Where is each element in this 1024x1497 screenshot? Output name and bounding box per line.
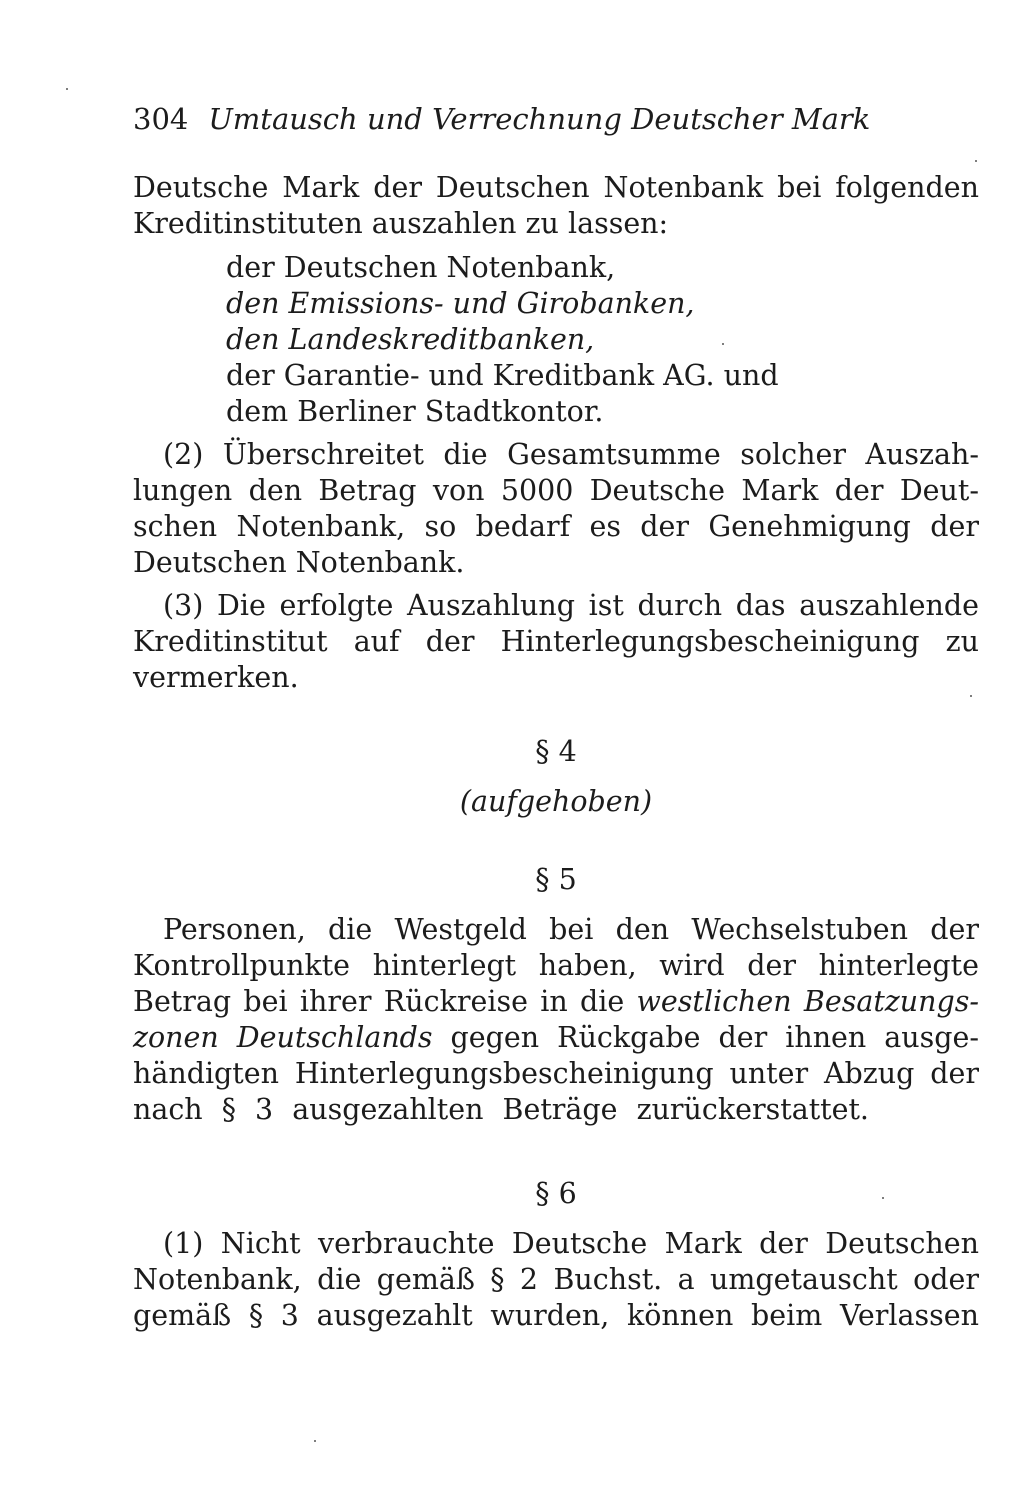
section-4-note-text: (aufgehoben) (459, 785, 653, 818)
section-5-line-4 (133, 1020, 979, 1056)
institution-item-2-text: den Emissions- und Girobanken, (226, 287, 695, 320)
section-5-line-5: händigten Hinterlegungsbescheinigung unter Abzug der (133, 1057, 979, 1090)
institution-item-3 (226, 322, 926, 358)
intro-line-1: Deutsche Mark der Deutschen Notenbank bei folgenden (133, 171, 979, 204)
section-5-line-4-italic: zonen Deutschlands (133, 1021, 433, 1054)
section-4-heading: § 4 (535, 735, 577, 768)
section-5-line-3-regular: Betrag bei ihrer Rückreise in die (133, 985, 637, 1018)
institution-item-4: der Garantie- und Kreditbank AG. und (226, 359, 779, 392)
institution-item-5: dem Berliner Stadtkontor. (226, 395, 604, 428)
intro-line-2: Kreditinstituten auszahlen zu lassen: (133, 207, 669, 240)
section-5-line-4-regular: gegen Rückgabe der ihnen ausge- (432, 1021, 979, 1054)
para2-line-1: (2) Überschreitet die Gesamtsumme solcher Auszah- (163, 438, 979, 471)
section-6-heading: § 6 (535, 1177, 577, 1210)
scan-speck (882, 1197, 884, 1199)
scan-speck (66, 88, 68, 90)
scan-speck (970, 695, 972, 697)
para2-line-3: schen Notenbank, so bedarf es der Genehmigung der (133, 510, 979, 543)
section-6-line-1: (1) Nicht verbrauchte Deutsche Mark der Deutschen (163, 1227, 979, 1260)
section-4-note (133, 784, 979, 820)
section-6-line-2: Notenbank, die gemäß § 2 Buchst. a umgetauscht oder (133, 1263, 979, 1296)
para2-line-2: lungen den Betrag von 5000 Deutsche Mark der Deut- (133, 474, 979, 507)
institution-item-1: der Deutschen Notenbank, (226, 251, 616, 284)
para3-line-1: (3) Die erfolgte Auszahlung ist durch das auszahlende (163, 589, 979, 622)
para3-line-3: vermerken. (133, 661, 299, 694)
scan-speck (975, 160, 977, 162)
institution-item-2 (226, 286, 926, 322)
running-title: Umtausch und Verrechnung Deutscher Mark (208, 102, 871, 136)
section-5-line-3-italic: westlichen Besatzungs- (636, 985, 980, 1018)
section-5-line-1: Personen, die Westgeld bei den Wechselstuben der (163, 913, 979, 946)
scan-speck (314, 1440, 316, 1442)
scan-speck (722, 343, 724, 345)
section-5-heading: § 5 (535, 863, 577, 896)
para2-line-4: Deutschen Notenbank. (133, 546, 465, 579)
page-number: 304 (133, 102, 189, 136)
para3-line-2: Kreditinstitut auf der Hinterlegungsbescheinigung zu (133, 625, 979, 658)
running-header (133, 101, 913, 137)
section-6-line-3: gemäß § 3 ausgezahlt wurden, können beim Verlassen (133, 1299, 979, 1332)
section-5-line-2: Kontrollpunkte hinterlegt haben, wird der hinterlegte (133, 949, 979, 982)
section-5-line-6: nach § 3 ausgezahlten Beträge zurückerstattet. (133, 1093, 869, 1126)
institution-item-3-text: den Landeskreditbanken, (226, 323, 595, 356)
section-5-line-3 (133, 984, 979, 1020)
